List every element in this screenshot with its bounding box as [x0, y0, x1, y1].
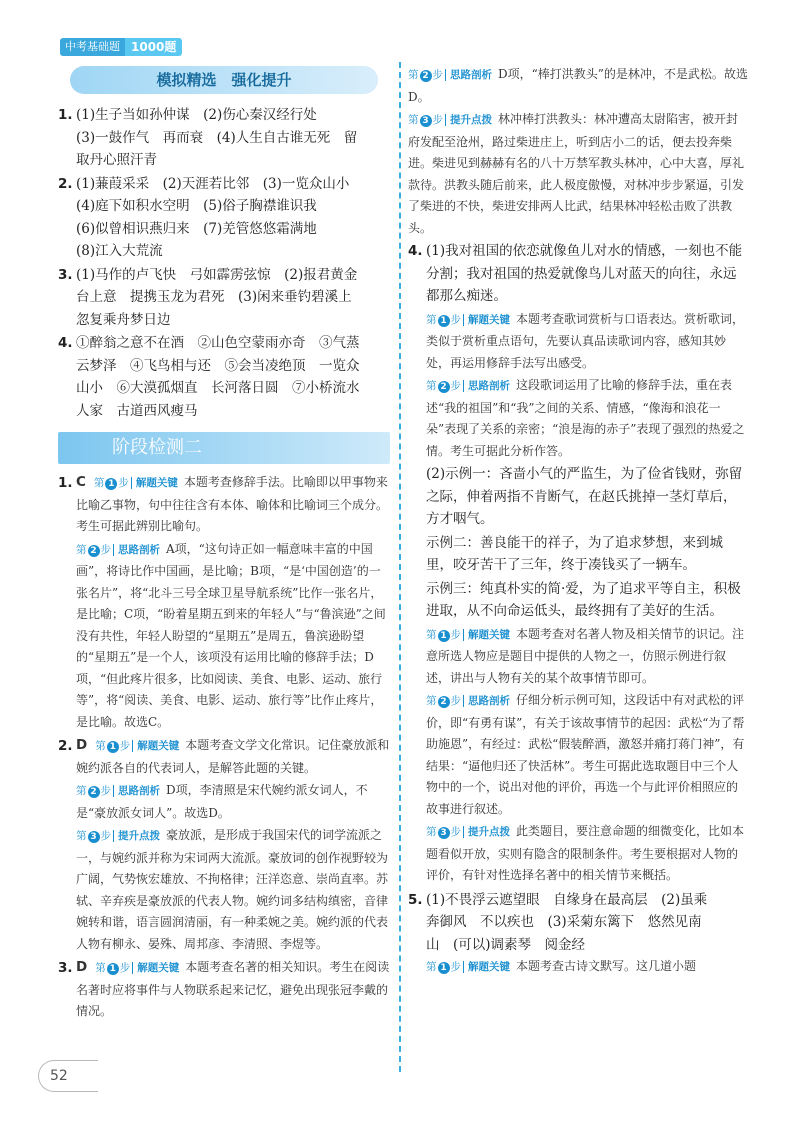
- step-label: 思路剖析: [463, 695, 510, 707]
- item-number: 2.: [58, 738, 73, 754]
- step-text: 这段歌词运用了比喻的修辞手法，重在表述“我的祖国”和“我”之间的关系、情感，“像海和浪花一朵”表现了关系的亲密；“浪是海的赤子”表现了强烈的热爱之情。考生可据此分析作答。: [426, 378, 745, 458]
- answer-step: [426, 956, 748, 979]
- answer-line: ①醉翁之意不在酒 ②山色空蒙雨亦奇 ③气蒸: [76, 335, 360, 351]
- step-text: 林冲棒打洪教头：林冲遭高太尉陷害，被开封府发配至沧州，路过柴进庄上，听到店小二的话，便去投奔柴进。柴进见到赫赫有名的八十万禁军教头林冲，心中大喜，厚礼款待。洪教头随后前来，此人极度傲慢，对林冲步步紧逼，引发了柴进的不快，柴进安排两人比武，结果林冲轻松击败了洪教头。: [408, 112, 745, 235]
- step-text: 本题考查歌词赏析与口语表达。赏析歌词，类似于赏析重点语句，先要认真品读歌词内容，感知其妙处，再运用修辞手法写出感受。: [426, 311, 745, 370]
- answer-line: 奔御风 不以疾也 (3)采菊东篱下 悠然见南: [426, 914, 702, 930]
- answer-step: [76, 539, 390, 734]
- answer-line: 云梦泽 ④飞鸟相与还 ⑤会当凌绝顶 一览众: [76, 357, 360, 374]
- answer-item: [58, 173, 390, 263]
- step-tag: 第 2 步 思路剖析: [426, 380, 510, 392]
- answer-text: (1)我对祖国的依恋就像鱼儿对水的情感，一刻也不能分割；我对祖国的热爱就像鸟儿对蓝天的向往，永远都那么痴迷。: [426, 243, 743, 304]
- step-number: 1: [107, 963, 119, 975]
- example-text: 示例二：善良能干的祥子，为了追求梦想，来到城里，咬牙苦干了三年，终于凑钱买了一辆车。: [426, 534, 723, 573]
- answer-step: [426, 690, 748, 820]
- step-number: 2: [438, 696, 450, 708]
- item-body: [76, 957, 390, 1024]
- answer-item: [408, 889, 748, 980]
- item-body: [426, 240, 748, 888]
- answer-line: (4)庭下如积水空明 (5)俗子胸襟谁识我: [76, 198, 317, 214]
- answer-step: [76, 825, 390, 955]
- answer-item: [58, 104, 390, 172]
- question-5: [408, 889, 748, 980]
- step-label: 解题关键: [131, 477, 178, 489]
- answer-step: [408, 109, 748, 239]
- item-body: [426, 889, 748, 980]
- step-number: 1: [438, 962, 450, 974]
- step-tag: 第 1 步 解题关键: [93, 477, 178, 489]
- answer-item: [58, 332, 390, 422]
- series-count: 1000题: [125, 38, 182, 56]
- step-tag: 第 1 步 解题关键: [426, 961, 510, 973]
- step-label: 提升点拨: [463, 826, 510, 838]
- step-text: D项，李清照是宋代婉约派女词人，不是“豪放派女词人”。故选D。: [76, 783, 368, 820]
- item-body: [76, 104, 390, 172]
- step-tag: 第 1 步 解题关键: [426, 628, 510, 641]
- item-body: [76, 735, 390, 956]
- item-body: [76, 472, 390, 734]
- answer-line: (8)江入大荒流: [76, 243, 163, 259]
- step-text: 本题考查古诗文默写。这几道小题: [516, 959, 697, 973]
- answer-letter: C: [76, 474, 86, 490]
- section-banner-practice: 模拟精选 强化提升: [70, 66, 378, 94]
- practice-answers: [58, 104, 390, 422]
- step-text: 本题考查名著的相关知识。考生在阅读名著时应将事件与人物联系起来记忆，避免出现张冠李戴的情况。: [76, 960, 390, 1018]
- answer-item: [58, 472, 390, 734]
- answer-line: 忽复乘舟梦日边: [76, 311, 171, 328]
- item-body: [76, 173, 390, 263]
- step-label: 思路剖析: [463, 380, 510, 392]
- answer-step: [76, 780, 390, 824]
- step-number: 1: [438, 315, 450, 327]
- q3-continued: [408, 64, 748, 239]
- answer-line: 山 (可以)调素琴 阅金经: [426, 936, 586, 953]
- answer-step: [76, 472, 390, 538]
- step-text: 仔细分析示例可知，这段话中有对武松的评价，即“有勇有谋”，有关于该故事情节的起因：武松“为了帮助施恩”，有经过：武松“假装醉酒，激怒并痛打蒋门神”，有结果：“逼他归还了快活林”。考生可据此选取题目中三个人物中的一个，说出对他的评价，再选一个与此评价相照应的故事进行叙述。: [426, 693, 745, 816]
- step-tag: 第 1 步 解题关键: [95, 962, 180, 974]
- item-number: 4.: [408, 243, 423, 259]
- question-4: [408, 240, 748, 888]
- column-divider: [399, 62, 401, 1072]
- item-body: [76, 332, 390, 422]
- answer-step: [76, 957, 390, 1023]
- step-label: 解题关键: [132, 740, 179, 752]
- page-number-arc: [38, 1060, 98, 1092]
- answer-line: (1)不畏浮云遮望眼 自缘身在最高层 (2)虽乘: [426, 891, 708, 908]
- answer-line: (1)蒹葭采采 (2)天涯若比邻 (3)一览众山小: [76, 175, 350, 192]
- step-tag: 第 3 步 提升点拨: [76, 830, 160, 842]
- step-text: 此类题目，要注意命题的细微变化，比如本题看似开放，实则有隐含的限制条件。考生要根据对人物的评价，有针对性选择名著中的相关情节来概括。: [426, 824, 745, 882]
- step-label: 解题关键: [463, 314, 510, 326]
- step-tag: 第 1 步 解题关键: [426, 313, 510, 326]
- left-column: [58, 64, 390, 1025]
- step-number: 1: [107, 741, 119, 753]
- step-label: 解题关键: [132, 962, 179, 974]
- answer-line: 取丹心照汗青: [76, 152, 157, 168]
- step-tag: 第 2 步 思路剖析: [76, 785, 160, 797]
- step-text: 本题考查对名著人物及相关情节的识记。注意所选人物应是题目中提供的人物之一，仿照示例进行叙述，讲出与人物有关的某个故事情节即可。: [426, 626, 745, 685]
- answer-step: [408, 64, 748, 108]
- step-number: 1: [105, 478, 117, 490]
- item-number: 2.: [58, 175, 73, 192]
- step-text: 本题考查修辞手法。比喻即以甲事物来比喻乙事物，句中往往含有本体、喻体和比喻词三个成分。考生可据此辨别比喻句。: [76, 475, 389, 533]
- answer-line: 山小 ⑥大漠孤烟直 长河落日圆 ⑦小桥流水: [76, 380, 360, 396]
- item-number: 3.: [58, 266, 73, 283]
- step-number: 2: [88, 545, 100, 557]
- step-tag: 第 2 步 思路剖析: [408, 69, 492, 81]
- step-tag: 第 3 步 提升点拨: [426, 826, 510, 838]
- step-tag: 第 3 步 提升点拨: [408, 114, 492, 126]
- answer-step: [426, 821, 748, 887]
- step-tag: 第 2 步 思路剖析: [76, 543, 160, 556]
- example-text: (2)示例一：吝啬小气的严监生，为了俭省钱财，弥留之际，伸着两指不肯断气，在赵氏挑掉一茎灯草后，方才咽气。: [426, 466, 743, 527]
- step-number: 3: [420, 115, 432, 127]
- step-label: 提升点拨: [113, 830, 160, 842]
- item-number: 1.: [58, 475, 73, 491]
- step-tag: 第 2 步 思路剖析: [426, 695, 510, 707]
- item-number: 1.: [58, 107, 73, 123]
- step-number: 3: [88, 831, 100, 843]
- page-number: 52: [50, 1068, 68, 1084]
- item-number: 4.: [58, 335, 73, 351]
- step-number: 2: [438, 381, 450, 393]
- answer-step: [426, 624, 748, 690]
- step-label: 解题关键: [463, 961, 510, 973]
- step-label: 思路剖析: [113, 785, 160, 797]
- step-number: 2: [88, 786, 100, 798]
- answer-step: [76, 735, 390, 779]
- answer-item: [408, 240, 748, 888]
- answer-letter: D: [76, 959, 88, 975]
- answer-item: [58, 735, 390, 956]
- answer-letter: D: [76, 737, 88, 753]
- answer-item: [58, 957, 390, 1024]
- step-label: 解题关键: [463, 629, 510, 641]
- item-number: 3.: [58, 960, 73, 976]
- item-body: [76, 264, 390, 332]
- answer-line: (1)生子当如孙仲谋 (2)伤心秦汉经行处: [76, 107, 317, 123]
- example-text: 示例三：纯真朴实的简·爱，为了追求平等自主，积极进取，从不向命运低头，最终拥有了美好的生活。: [426, 580, 741, 619]
- section-banner-stage-test: 阶段检测二: [58, 432, 390, 464]
- step-text: A项，“这句诗正如一幅意味丰富的中国画”，将诗比作中国画，是比喻；B项，“是‘中国创造’的一张名片”，将“北斗三号全球卫星导航系统”比作一张名片，是比喻；C项，“盼着星期五到来的年轻人”与“鲁滨逊”之间没有共性，年轻人盼望的“星期五”是周五，鲁滨逊盼望的“星期五”是一个人，该项没有运用比喻的修辞手法；D项，“但此疼片很多，比如阅读、美食、电影、运动、旅行等”，将“阅读、美食、电影、运动、旅行等”比作止疼片，是比喻。故选C。: [76, 541, 386, 729]
- answer-step: [426, 375, 748, 462]
- stage-test-answers: [58, 472, 390, 1024]
- step-text: D项，“棒打洪教头”的是林冲，不是武松。故选D。: [408, 67, 748, 104]
- step-label: 思路剖析: [113, 544, 160, 556]
- series-name: 中考基础题: [60, 38, 125, 56]
- step-number: 1: [438, 630, 450, 642]
- step-label: 提升点拨: [445, 114, 492, 126]
- step-number: 2: [420, 70, 432, 82]
- answer-line: (1)马作的卢飞快 弓如霹雳弦惊 (2)报君黄金: [76, 266, 358, 283]
- answer-line: (6)似曾相识燕归来 (7)羌管悠悠霜满地: [76, 220, 317, 237]
- right-column: [408, 64, 748, 981]
- step-text: 本题考查文学文化常识。记住豪放派和婉约派各自的代表词人，是解答此题的关键。: [76, 738, 390, 775]
- answer-line: 台上意 提携玉龙为君死 (3)闲来垂钓碧溪上: [76, 289, 352, 305]
- answer-line: (3)一鼓作气 再而衰 (4)人生自古谁无死 留: [76, 129, 358, 146]
- item-number: 5.: [408, 891, 423, 908]
- series-header: [60, 38, 182, 56]
- answer-step: [426, 309, 748, 375]
- step-text: 豪放派，是形成于我国宋代的词学流派之一，与婉约派并称为宋词两大流派。豪放词的创作视野较为广阔，气势恢宏雄放、不拘格律；汪洋恣意、崇尚直率。苏轼、辛弃疾是豪放派的代表人物。婉约词多结构缜密，音律婉转和谐，语言圆润清丽，有一种柔婉之美。婉约派的代表人物有柳永、晏殊、周邦彦、李清照、李煜等。: [76, 828, 389, 951]
- step-number: 3: [438, 827, 450, 839]
- step-tag: 第 1 步 解题关键: [95, 740, 180, 752]
- answer-item: [58, 264, 390, 332]
- answer-line: 人家 古道西风瘦马: [76, 402, 198, 419]
- step-label: 思路剖析: [445, 69, 492, 81]
